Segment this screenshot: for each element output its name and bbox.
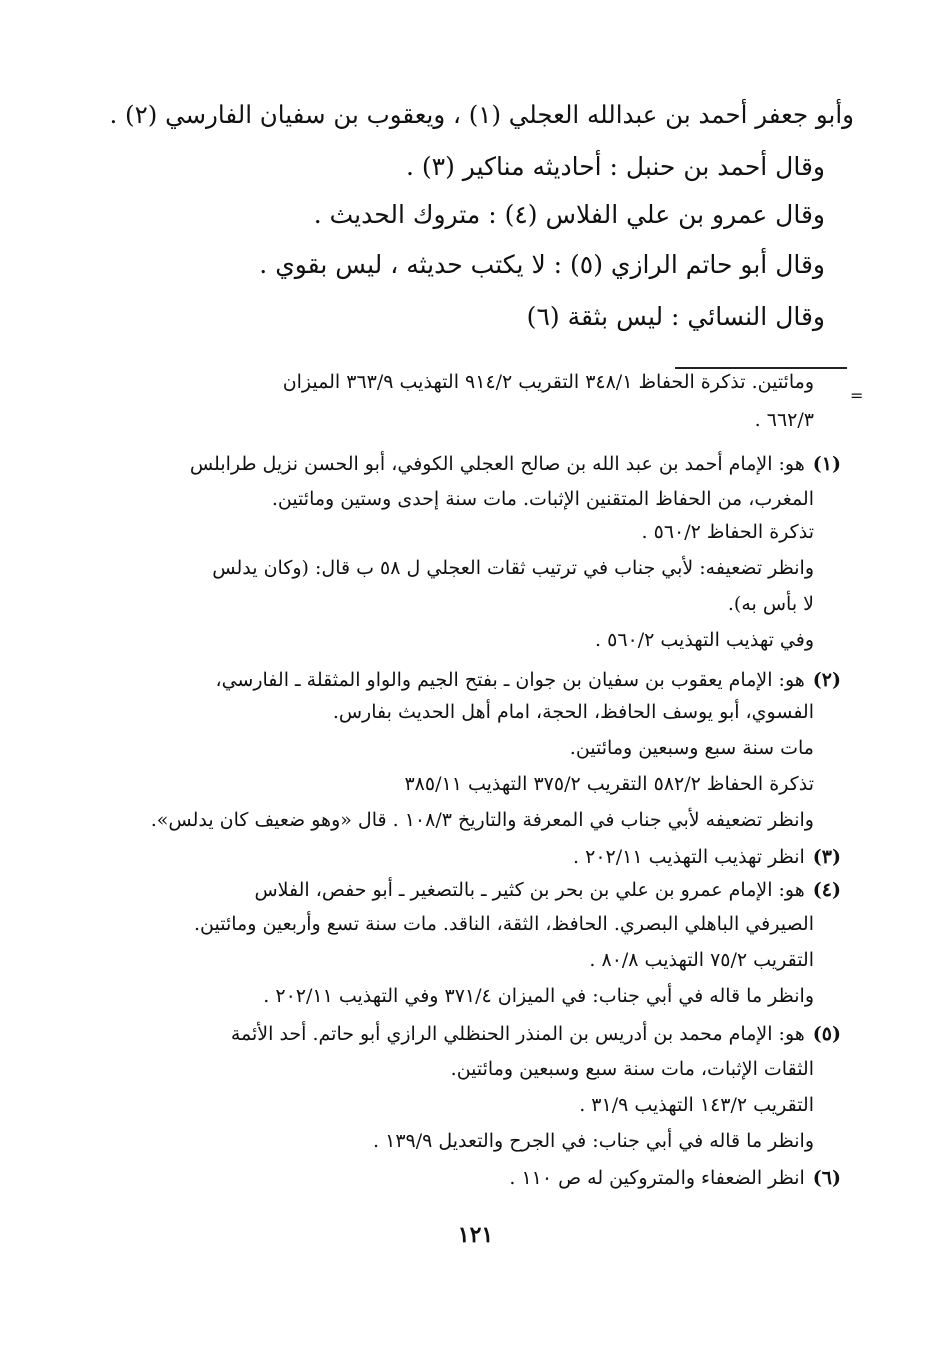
footnote-line: ومائتين. تذكرة الحفاظ ٣٤٨/١ التقريب ٩١٤/٢ التهذيب ٣٦٣/٩ الميزان	[282, 371, 814, 393]
footnote-line: تذكرة الحفاظ ٥٨٢/٢ التقريب ٣٧٥/٢ التهذيب ٣٨٥/١١	[404, 773, 814, 795]
footnote-6: (٦)انظر الضعفاء والمتروكين له ص ١١٠ .	[509, 1167, 841, 1189]
footnote-number: (٢)	[812, 669, 841, 691]
footnote-line: الصيرفي الباهلي البصري. الحافظ، الثقة، الناقد. مات سنة تسع وأربعين ومائتين.	[194, 913, 814, 935]
footnote-separator	[675, 367, 847, 369]
footnote-line: وانظر ما قاله في أبي جناب: في الجرح والتعديل ١٣٩/٩ .	[373, 1130, 814, 1152]
footnote-2: (٢)هو: الإمام يعقوب بن سفيان بن جوان ـ بفتح الجيم والواو المثقلة ـ الفارسي،	[215, 669, 841, 691]
footnote-line: ٦٦٢/٣ .	[754, 409, 814, 431]
footnote-4: (٤)هو: الإمام عمرو بن علي بن بحر بن كثير ـ بالتصغير ـ أبو حفص، الفلاس	[254, 879, 841, 901]
main-text-line-2: وقال أحمد بن حنبل : أحاديثه مناكير (٣) .	[406, 152, 825, 181]
footnote-3: (٣)انظر تهذيب التهذيب ٢٠٢/١١ .	[573, 846, 841, 868]
footnote-line: وفي تهذيب التهذيب ٥٦٠/٢ .	[595, 629, 814, 651]
footnote-1: (١)هو: الإمام أحمد بن عبد الله بن صالح العجلي الكوفي، أبو الحسن نزيل طرابلس	[189, 453, 841, 475]
footnote-line: وانظر ما قاله في أبي جناب: في الميزان ٣٧١/٤ وفي التهذيب ٢٠٢/١١ .	[263, 985, 814, 1007]
footnote-number: (٦)	[812, 1167, 841, 1189]
footnote-number: (١)	[812, 453, 841, 475]
footnote-line: مات سنة سبع وسبعين ومائتين.	[569, 737, 814, 759]
footnote-line: وانظر تضعيفه: لأبي جناب في ترتيب ثقات العجلي ل ٥٨ ب قال: (وكان يدلس	[212, 557, 814, 579]
main-text-line-4: وقال أبو حاتم الرازي (٥) : لا يكتب حديثه ، ليس بقوي .	[259, 250, 825, 279]
footnote-line: لا بأس به).	[727, 593, 814, 615]
footnote-line: الثقات الإثبات، مات سنة سبع وسبعين ومائتين.	[450, 1058, 814, 1080]
footnote-line: التقريب ١٤٣/٢ التهذيب ٣١/٩ .	[579, 1094, 814, 1116]
footnote-line: التقريب ٧٥/٢ التهذيب ٨٠/٨ .	[589, 949, 814, 971]
footnote-line: الفسوي، أبو يوسف الحافظ، الحجة، امام أهل الحديث بفارس.	[332, 701, 814, 723]
main-text-line-3: وقال عمرو بن علي الفلاس (٤) : متروك الحديث .	[313, 200, 825, 229]
footnote-number: (٤)	[812, 879, 841, 901]
page-number: ١٢١	[457, 1222, 494, 1248]
footnote-number: (٥)	[812, 1023, 841, 1045]
main-text-line-1: وأبو جعفر أحمد بن عبدالله العجلي (١) ، ويعقوب بن سفيان الفارسي (٢) .	[109, 100, 854, 129]
footnote-number: (٣)	[812, 846, 841, 868]
footnote-5: (٥)هو: الإمام محمد بن أدريس بن المنذر الحنظلي الرازي أبو حاتم. أحد الأئمة	[230, 1023, 841, 1045]
footnote-line: المغرب، من الحفاظ المتقنين الإثبات. مات سنة إحدى وستين ومائتين.	[271, 488, 814, 510]
footnote-line: تذكرة الحفاظ ٥٦٠/٢ .	[641, 521, 814, 543]
footnote-line: وانظر تضعيفه لأبي جناب في المعرفة والتاريخ ١٠٨/٣ . قال «وهو ضعيف كان يدلس».	[150, 809, 814, 831]
continuation-mark: =	[850, 386, 864, 405]
main-text-line-5: وقال النسائي : ليس بثقة (٦)	[526, 302, 825, 331]
